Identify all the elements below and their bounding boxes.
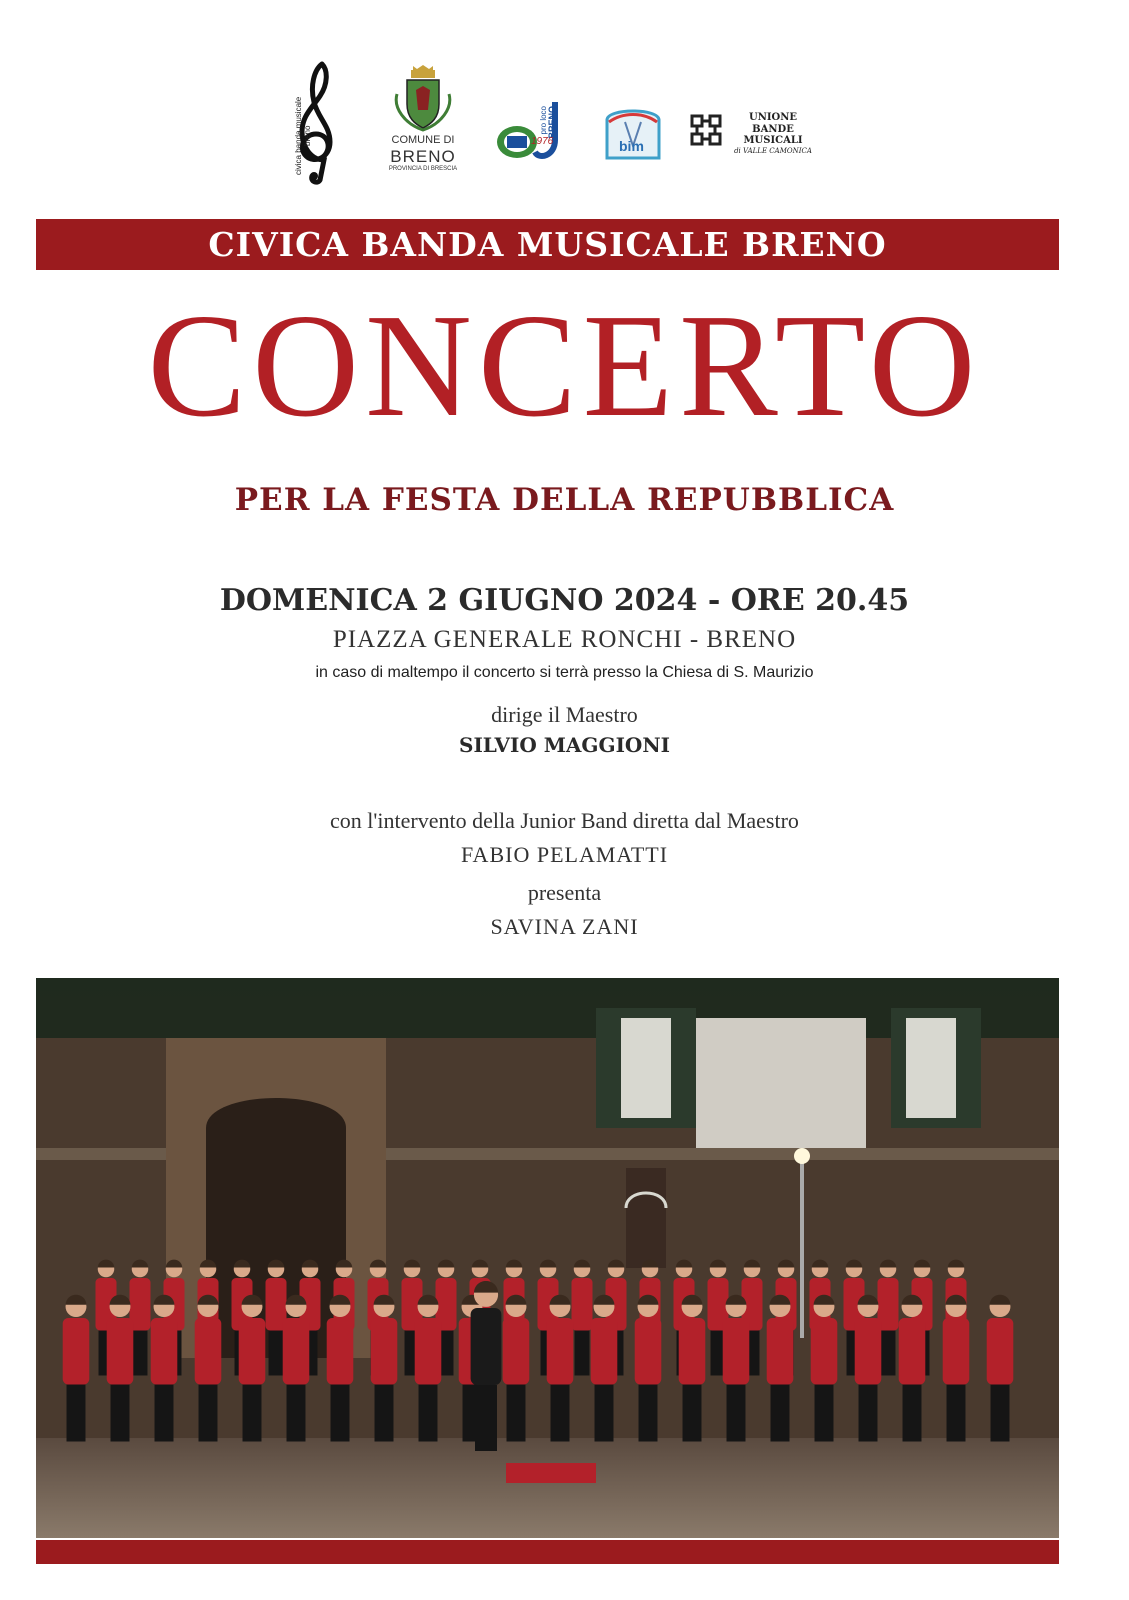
pro-loco-logo — [495, 96, 585, 166]
event-datetime: DOMENICA 2 GIUGNO 2024 - ORE 20.45 — [219, 583, 910, 618]
maestro-name: SILVIO MAGGIONI — [459, 733, 670, 757]
comune-line2: BRENO — [390, 146, 456, 166]
comune-line3: PROVINCIA DI BRESCIA — [388, 166, 458, 173]
civica-logo-text: civica banda musicale breno — [294, 96, 313, 176]
presenta-label: presenta — [527, 880, 602, 905]
comune-line1: COMUNE DI — [391, 134, 455, 146]
unione-line1: UNIONE BANDE — [748, 112, 797, 135]
presenter-name: SAVINA ZANI — [490, 914, 639, 939]
banner-title: CIVICA BANDA MUSICALE BRENO — [36, 219, 1059, 270]
band-photo — [36, 978, 1059, 1538]
bim-logo — [603, 102, 663, 160]
band-photo-illustration — [36, 978, 1059, 1538]
dirige-label: dirige il Maestro — [491, 702, 638, 727]
unione-line2: MUSICALI — [743, 135, 803, 146]
junior-maestro-name: FABIO PELAMATTI — [460, 842, 669, 867]
civica-banda-logo — [284, 56, 350, 186]
event-place: PIAZZA GENERALE RONCHI - BRENO — [332, 626, 797, 653]
proloco-year: 1976 — [531, 136, 554, 147]
weather-note: in caso di maltempo il concerto si terrà presso la Chiesa di S. Maurizio — [315, 664, 814, 681]
coat-of-arms-icon — [383, 64, 463, 134]
unione-bande-logo — [688, 112, 818, 155]
comune-breno-logo — [383, 64, 463, 173]
headline: CONCERTO — [147, 284, 982, 448]
bottom-bar — [36, 1540, 1059, 1564]
proloco-text: pro loco — [539, 106, 548, 135]
proloco-breno: BRENO — [547, 106, 557, 139]
bim-text: bim — [619, 138, 644, 154]
unione-line3: di VALLE CAMONICA — [734, 146, 812, 155]
junior-band-line: con l'intervento della Junior Band diretta dal Maestro — [330, 808, 799, 833]
unione-bande-logo-icon — [688, 112, 724, 148]
subtitle: PER LA FESTA DELLA REPUBBLICA — [234, 482, 895, 518]
